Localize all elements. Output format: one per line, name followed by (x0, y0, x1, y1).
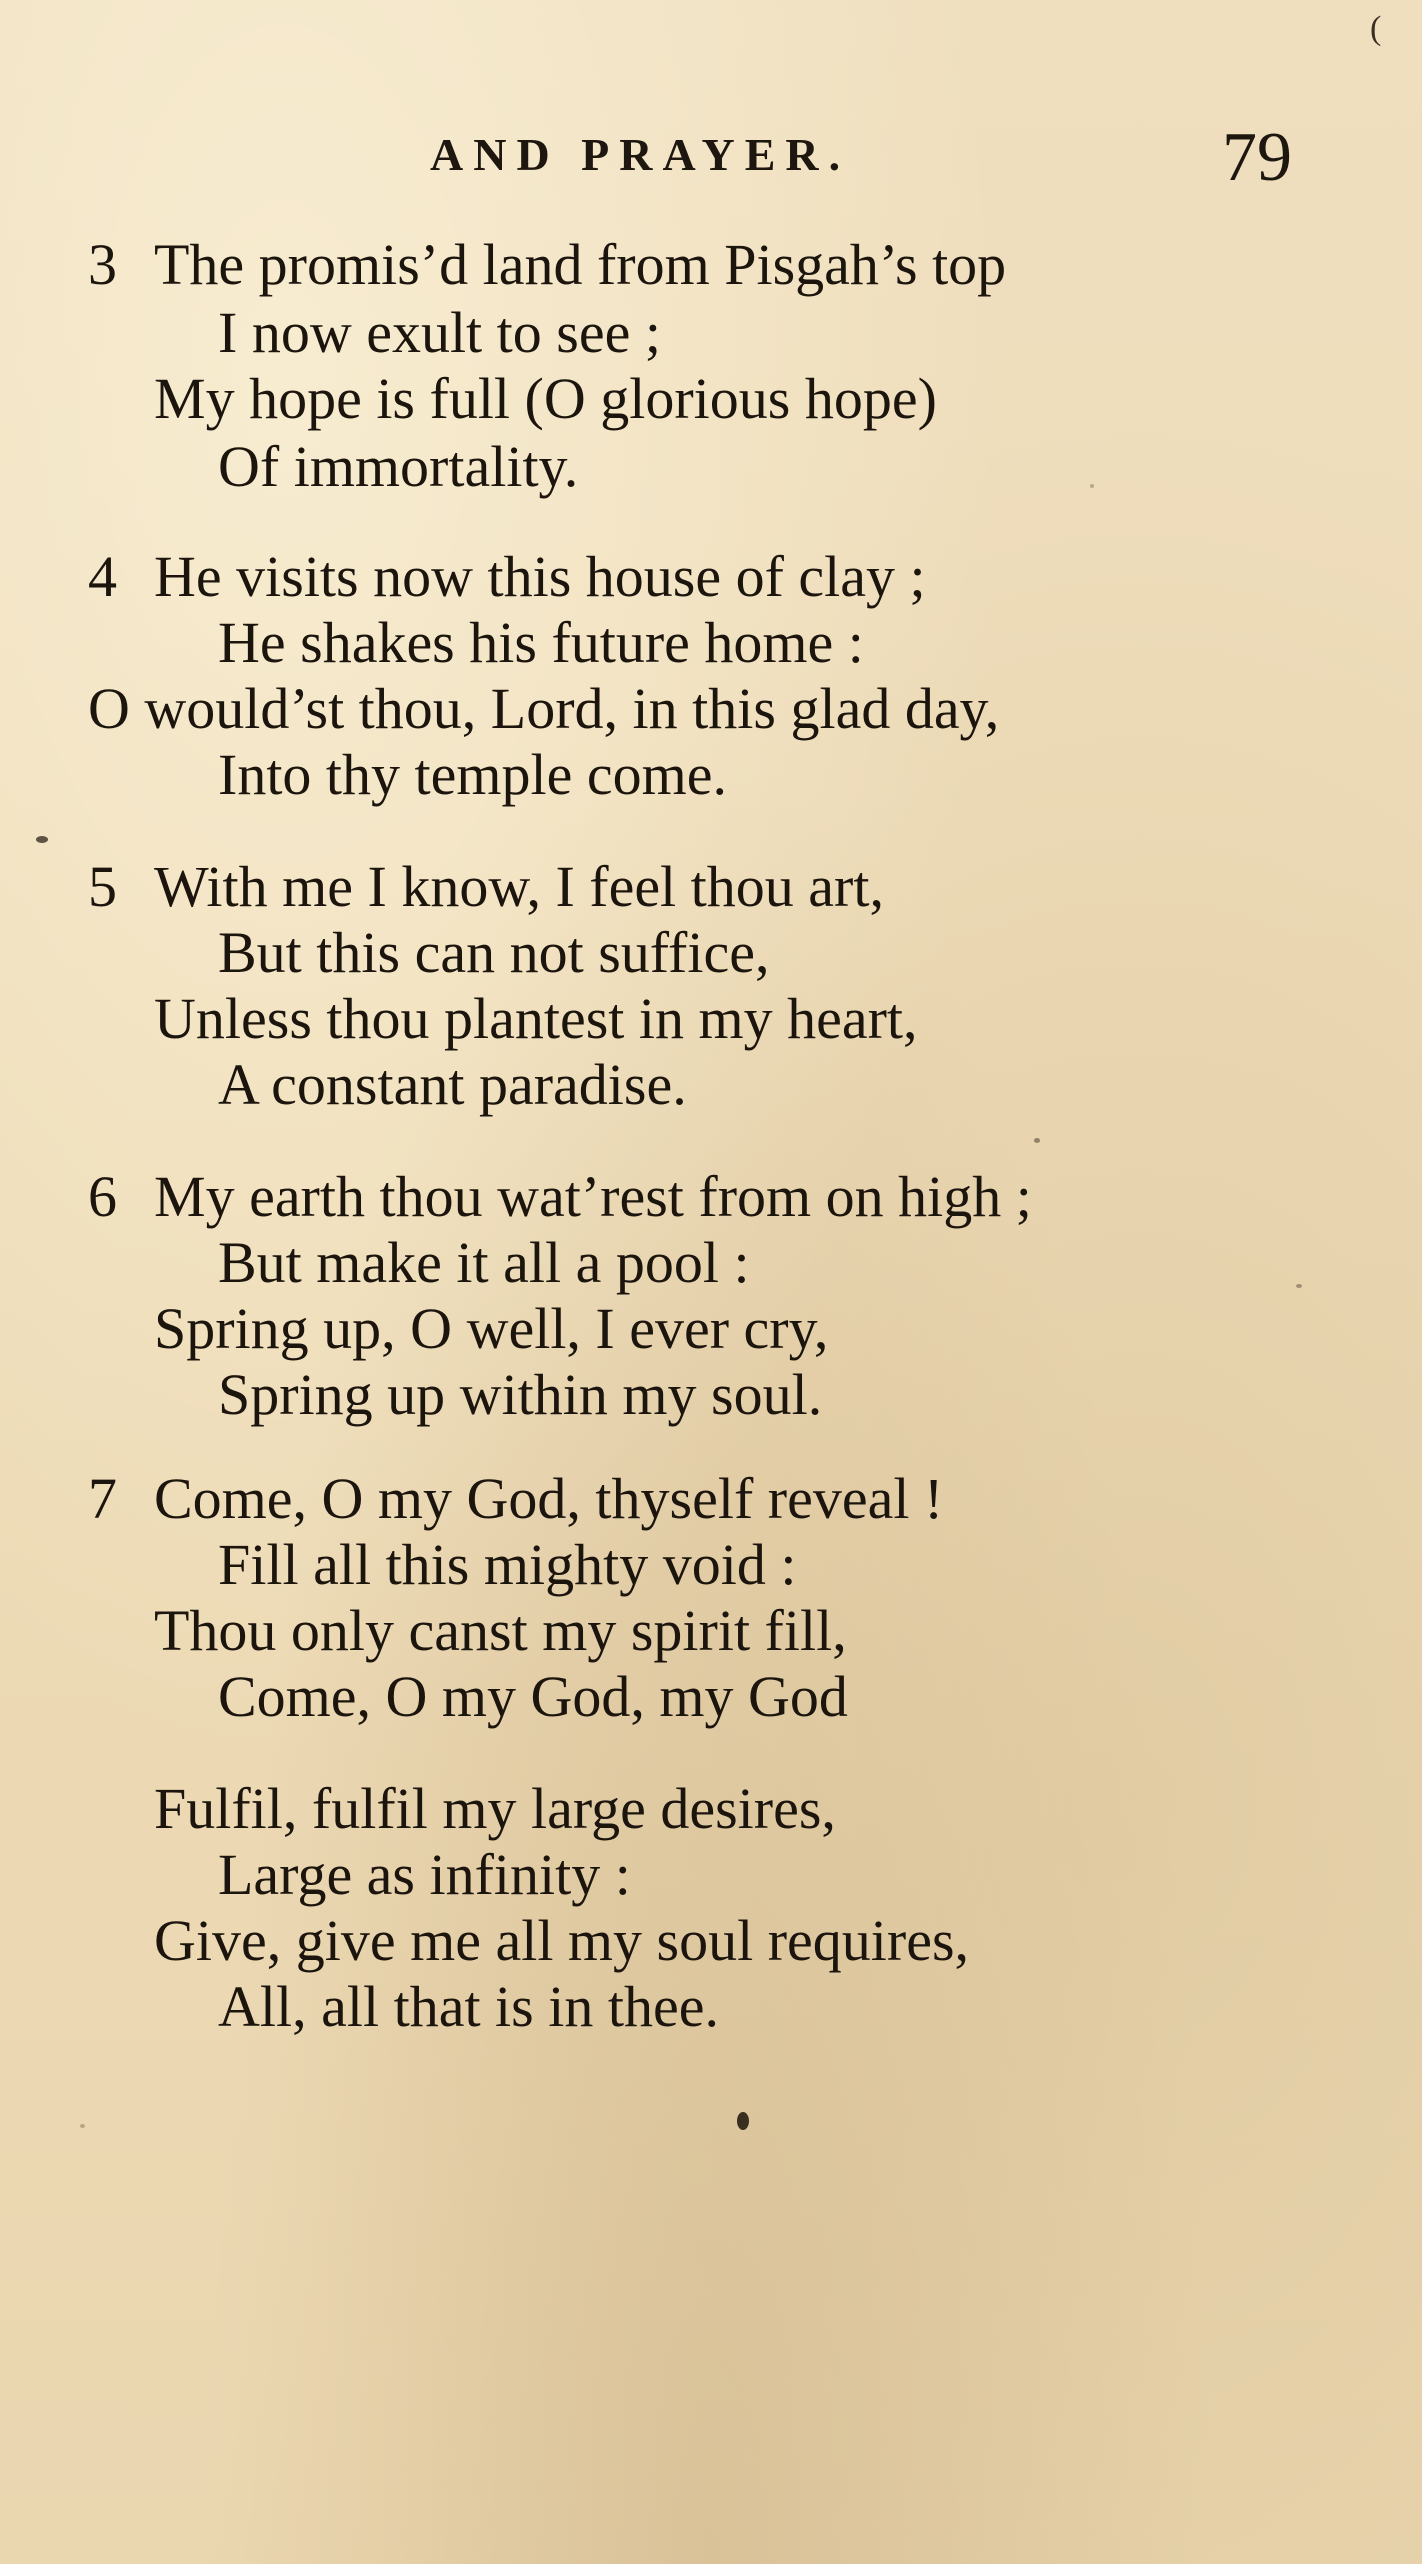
verse-line: Thou only canst my spirit fill, (154, 1598, 847, 1663)
verse-line: All, all that is in thee. (218, 1974, 719, 2039)
verse-line: But make it all a pool : (218, 1230, 750, 1295)
verse-line: Spring up, O well, I ever cry, (154, 1296, 829, 1361)
ink-speck (1090, 484, 1094, 488)
ink-speck (80, 2124, 85, 2128)
verse-line: Give, give me all my soul requires, (154, 1908, 970, 1973)
ink-speck (1034, 1138, 1040, 1143)
running-title: AND PRAYER. (430, 129, 851, 180)
verse-line: Of immortality. (218, 434, 579, 499)
verse-line: O would’st thou, Lord, in this glad day, (88, 676, 1000, 741)
verse-line: I now exult to see ; (218, 300, 661, 365)
stanza-number: 4 (88, 544, 117, 609)
verse-line: Fill all this mighty void : (218, 1532, 797, 1597)
stanza-number: 7 (88, 1466, 117, 1531)
ink-speck (1296, 1284, 1302, 1288)
ink-speck (36, 836, 48, 843)
verse-line: But this can not suffice, (218, 920, 770, 985)
verse-line: Unless thou plantest in my heart, (154, 986, 918, 1051)
verse-line: Large as infinity : (218, 1842, 631, 1907)
verse-line: He visits now this house of clay ; (154, 544, 926, 609)
verse-line: Into thy temple come. (218, 742, 727, 807)
verse-line: Come, O my God, my God (218, 1664, 848, 1729)
stanza-number: 6 (88, 1164, 117, 1229)
verse-line: With me I know, I feel thou art, (154, 854, 884, 919)
page-number: 79 (1222, 119, 1292, 196)
verse-line: Spring up within my soul. (218, 1362, 823, 1427)
stanza-number: 5 (88, 854, 117, 919)
verse-line: A constant paradise. (218, 1052, 687, 1117)
verse-line: He shakes his future home : (218, 610, 864, 675)
verse-line: Fulfil, fulfil my large desires, (154, 1776, 836, 1841)
verse-line: My earth thou wat’rest from on high ; (154, 1164, 1032, 1229)
corner-mark: ( (1370, 10, 1382, 47)
verse-line: The promis’d land from Pisgah’s top (154, 232, 1007, 297)
verse-line: Come, O my God, thyself reveal ! (154, 1466, 944, 1531)
stanza-number: 3 (88, 232, 117, 297)
verse-line: My hope is full (O glorious hope) (154, 366, 937, 431)
ink-speck (737, 2112, 749, 2130)
